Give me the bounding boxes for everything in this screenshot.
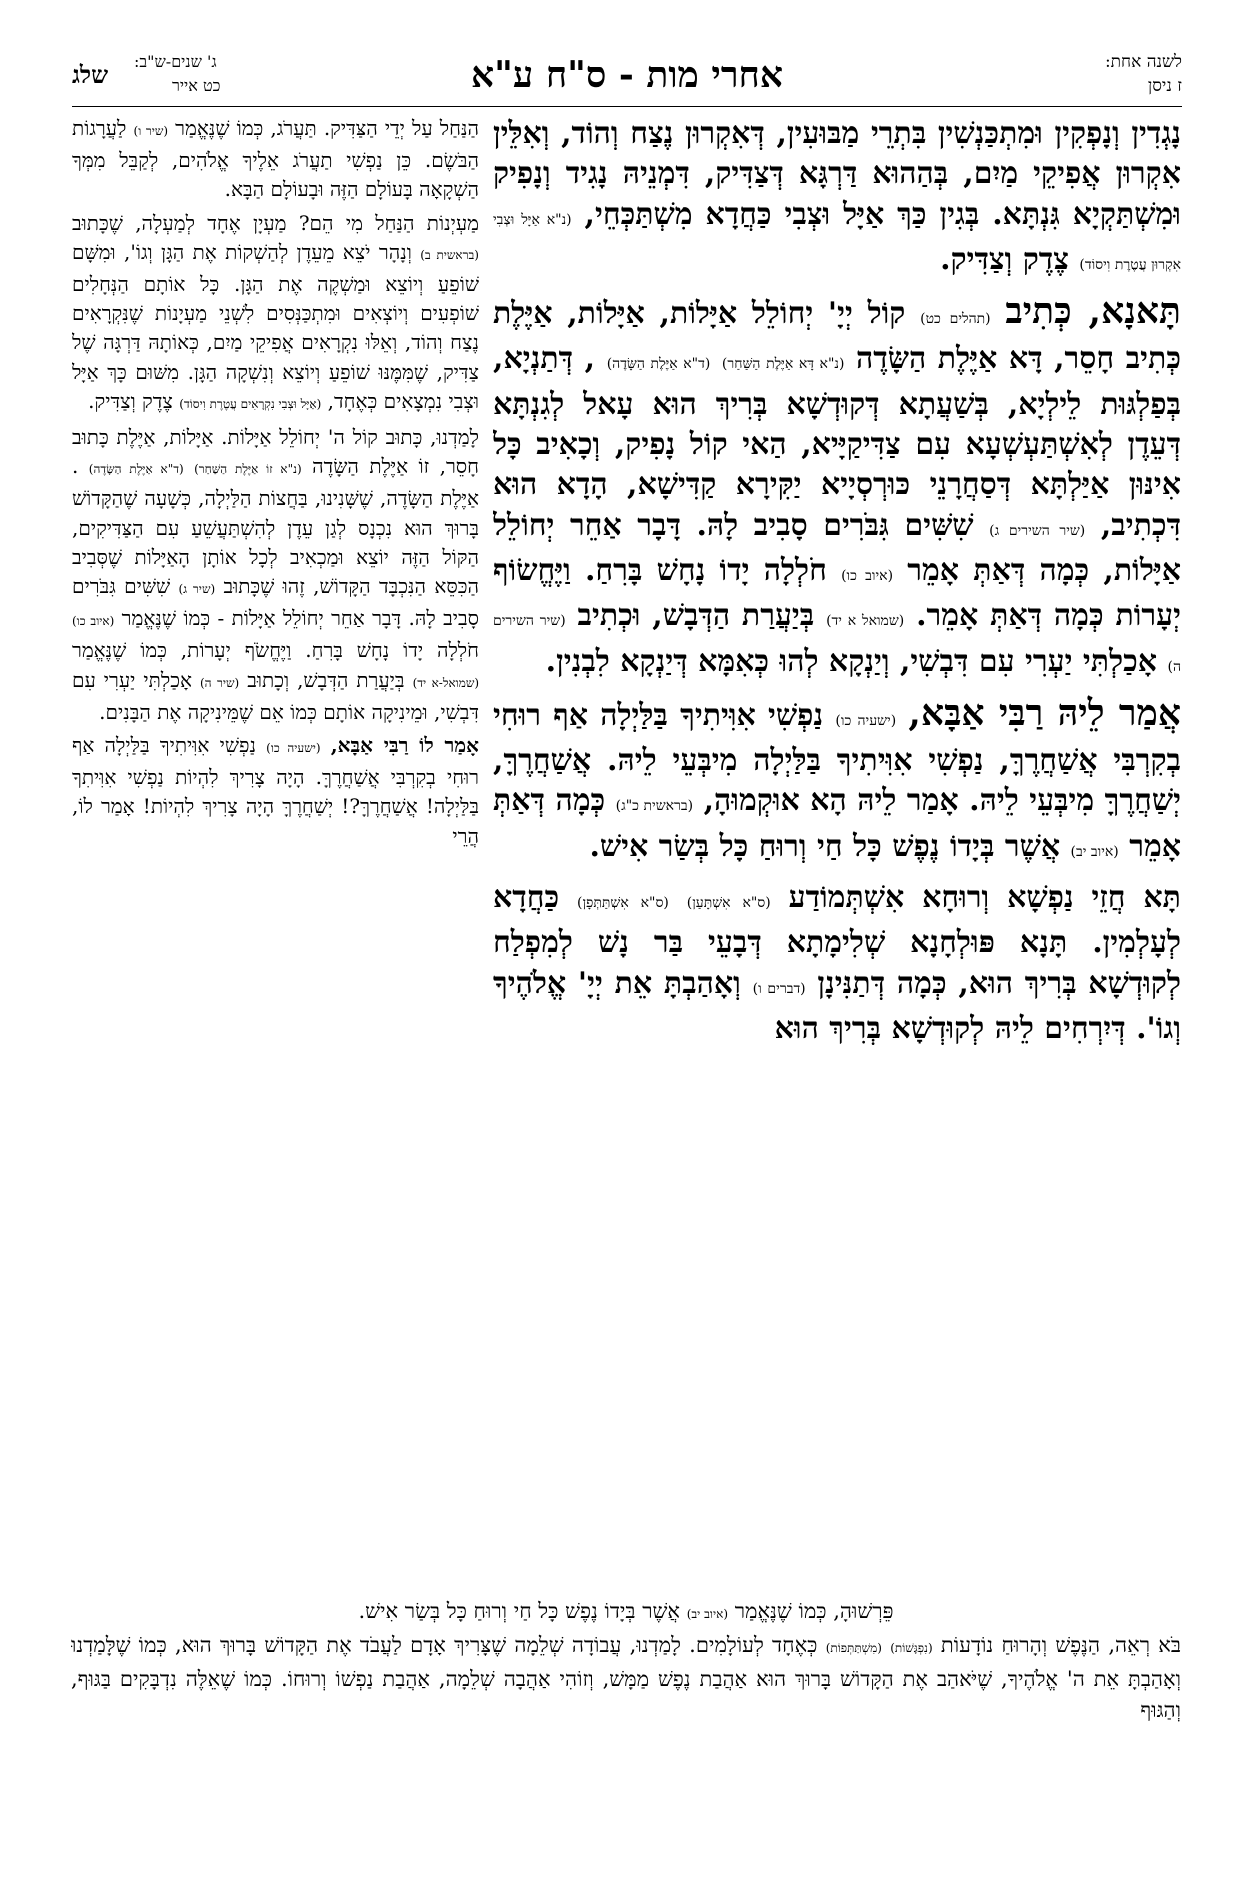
translation-paragraph <box>72 423 479 727</box>
source-reference: (ד"א אַיֶּלֶת הַשָּׂדֶה) <box>88 462 184 477</box>
main-aramaic-column <box>493 114 1181 1594</box>
main-text: נָגְדִין וְנָפְקִין וּמִתְכַּנְשִׁין בִּתְרֵי מַבּוּעִין, דְּאִקְרוּן נֶצַח וְהוֹד, וְאִלֵּין אִקְרוּן אֲפִיקֵי מַיִם, בְּהַהוּא דַּרְגָּא דְּצַדִּיק, דִּמְנֵיהּ נָגִיד וְנָפִיק וּמִשְׁתַּקְיָא גִּנְתָּא. בְּגִין כַּךְ אַיָּל וּצְבִי כַּחֲדָא מִשְׁתַּכְּחֵי, <box>493 116 1181 232</box>
main-text: וְאָהַבְתָּ אֵת יְיָ' אֱלֹהֶיךָ וְגוֹ'. דְּיִרְחִים לֵיהּ לְקוּדְשָׁא בְּרִיךְ הוּא <box>493 965 1181 1046</box>
source-reference: (איוב כו) <box>72 614 115 629</box>
source-reference: (נ"א אַיָּל וּצְבִי אִקְרוּן עֲטֶרֶת וִיסוֹד) <box>493 211 1181 273</box>
translation-text: כְּאֶחָד לְעוֹלָמִים. לָמַדְנוּ, עֲבוֹדָה שְׁלֵמָה שֶׁצָּרִיךְ אָדָם לַעֲבֹד אֶת הַקָּדוֹשׁ בָּרוּךְ הוּא, כְּמוֹ שֶׁלָּמַדְנוּ וְאָהַבְתָּ אֵת ה' אֱלֹהֶיךָ, שֶׁיֹּאהַב אֶת הַקָּדוֹשׁ בָּרוּךְ הוּא אַהֲבַת נֶפֶשׁ מַמָּשׁ, וְזוֹהִי אַהֲבָה שְׁלֵמָה, אַהֲבַת נַפְשׁוֹ וְרוּחוֹ. כְּמוֹ שֶׁאֵלֶּה נִדְבָּקִים בַּגּוּף, וְהַגּוּף <box>71 1633 1181 1722</box>
source-reference: (דברים ו) <box>752 980 806 997</box>
translation-text: . אַיֶּלֶת הַשָּׂדֶה, שֶׁשָּׁנִינוּ, בַּחֲצוֹת הַלַּיְלָה, כְּשָׁעָה שֶׁהַקָּדוֹשׁ בָּרוּךְ הוּא נִכְנָס לְגַן עֵדֶן לְהִשְׁתַּעֲשֵׁעַ עִם הַצַּדִּיקִים, הַקּוֹל הַזֶּה יוֹצֵא וּמַכְאִיב לְכָל אוֹתָן הָאַיָּלוֹת שֶׁסְּבִיב הַכִּסֵּא הַנִּכְבָּד הַקָּדוֹשׁ, זֶהוּ שֶׁכָּתוּב <box>72 454 479 599</box>
source-reference: (שיר השירים ה) <box>493 613 1181 675</box>
main-text: תָּאנָא, כְּתִיב <box>1005 290 1181 333</box>
main-text: כְּמָה דְּאַתְּ אָמֵר <box>493 783 1181 864</box>
source-reference: (שיר ו) <box>133 124 169 138</box>
source-reference: (שיר השירים ג) <box>989 522 1086 539</box>
translation-text: מַעְיְנוֹת הַנַּחַל מִי הֵם? מַעְיָן אֶחָד לְמַעְלָה, שֶׁכָּתוּב <box>72 210 479 235</box>
main-text: קוֹל יְיָ' יְחוֹלֵל אַיָּלוֹת, אַיָּלוֹת, אַיֶּלֶת כְּתִיב חָסֵר, דָּא אַיֶּלֶת הַשָּׂדֶה <box>493 296 1181 377</box>
main-text: חֹלְלָה יָדוֹ נָחָשׁ בָּרִחַ. וַיֶּחֱשׂוֹף יְעָרוֹת כְּמָה דְּאַתְּ אָמֵר. <box>493 552 1181 634</box>
main-text: אָכַלְתִּי יַעְרִי עִם דִּבְשִׁי, וְיַנְקָא לְהוּ כְּאִמָּא דְּיַנְקָא לִבְנִין. <box>545 643 1158 679</box>
source-reference: (שמואל-א יד) <box>412 675 479 690</box>
main-text: תָּא חֲזֵי נַפְשָׁא וְרוּחָא אִשְׁתְּמוֹדַע <box>788 880 1181 916</box>
main-text: צֶדֶק וְצַדִּיק. <box>940 241 1069 277</box>
translation-text: אָכַלְתִּי יַעְרִי עִם דִּבְשִׁי, וּמֵינִיקָה אוֹתָם כְּמוֹ אֵם שֶׁמֵּינִיקָה אֶת הַבָּנִים. <box>72 667 479 724</box>
translation-text: אָמַר לוֹ רַבִּי אַבָּא, <box>330 733 479 758</box>
source-reference: (נִפְגָּשׁוֹת) <box>890 1641 933 1655</box>
translation-text: שִׁשִּׁים גִּבֹּרִים סָבִיב לָהּ. דָּבָר אַחֵר יְחוֹלֵל אַיָּלוֹת - כְּמוֹ שֶׁנֶּאֱמַר <box>72 574 479 631</box>
main-text: , דְּתַנְיָא, בְּפַלְגּוּת לֵילְיָא, בְּשַׁעֲתָא דְּקוּדְשָׁא בְּרִיךְ הוּא עָאל לְגִנְתָּא דְּעֵדֶן לְאִשְׁתַּעְשְׁעָא עִם צַדִּיקַיָּיא, הַאי קוֹל נָפִיק, וְכָאִיב כָּל אִינּוּן אַיַּלְתָּא דְּסַחֲרָנֵי כּוּרְסְיָיא יַקִּירָא קַדִּישָׁא, הָדָא הוּא דִּכְתִיב, <box>493 341 1181 543</box>
header-rule <box>72 106 1182 107</box>
source-reference: (בראשית כ"ג) <box>615 798 694 815</box>
source-reference: (נ"א דָּא אַיֶּלֶת הַשַּׁחַר) <box>721 356 845 373</box>
translation-text: צֶדֶק וְצַדִּיק. <box>88 388 173 413</box>
header-cycle-alt: ג' שנים-ש"ב: <box>134 52 217 71</box>
source-reference: (ישעיה כו) <box>835 712 897 729</box>
main-text: שִׁשִּׁים גִּבֹּרִים סָבִיב לָהּ. דָּבָר אַחֵר יְחוֹלֵל אַיָּלוֹת, כְּמָה דְּאַתְּ אָמֵר <box>493 507 1181 588</box>
page-number: שלג <box>72 60 109 89</box>
translation-text: לַעֲרָגוֹת הַבֹּשֶׂם. כֵּן נַפְשִׁי תַעֲרֹג אֵלֶיךָ אֱלֹהִים, לְקַבֵּל מִמְּךָ הַשְׁקָאָה בָּעוֹלָם הַזֶּה וּבָעוֹלָם הַבָּא. <box>72 116 479 202</box>
translation-text: נַפְשִׁי אִוִּיתִיךָ בַּלַּיְלָה אַף רוּחִי בְקִרְבִּי אֲשַׁחֲרֶךָּ. הָיָה צָרִיךְ לִהְיוֹת נַפְשִׁי אִוִּיתִךָ בַּלַּיְלָה! אֲשַׁחֲרֶךָּ?! יְשַׁחֲרֶךָּ הָיָה צָרִיךְ לִהְיוֹת! אָמַר לוֹ, הֲרֵי <box>72 733 479 848</box>
source-reference: (בראשית ב) <box>420 247 479 262</box>
main-paragraph <box>493 878 1181 1049</box>
header-study-cycle: לשנה אחת: <box>1104 52 1182 72</box>
source-reference: (ס"א אִשְׁתַּתְּפָן) <box>576 895 669 912</box>
translation-paragraph <box>72 114 479 205</box>
main-text: בְּיַעֲרַת הַדְּבָשׁ, וּכְתִיב <box>577 598 815 634</box>
source-reference: (מִשְׁתַּתְּפוֹת) <box>825 1641 882 1655</box>
source-reference: (איוב כו) <box>841 567 894 584</box>
source-reference: (איוב יב) <box>686 1607 729 1621</box>
main-paragraph <box>493 693 1181 872</box>
translation-text: חֹלְלָה יָדוֹ נָחָשׁ בָּרִחַ. וַיֶּחֱשֹׂף יְעָרוֹת, כְּמוֹ שֶׁנֶּאֱמַר <box>72 638 479 663</box>
bottom-translation <box>71 1596 1181 1766</box>
header-date: ז ניסן <box>1147 76 1182 96</box>
translation-text: פֵּרְשׁוּהָ, כְּמוֹ שֶׁנֶּאֱמַר <box>734 1599 894 1623</box>
header-date-alt: כט אייר <box>172 76 221 95</box>
main-text: נַפְשִׁי אִוִּיתִיךָ בַּלַּיְלָה אַף רוּחִי בְקִרְבִּי אֲשַׁחֲרֶךָּ, נַפְשִׁי אִוִּיתִיךָ בַּלַּיְלָה מִיבְּעֵי לֵיהּ. אֲשַׁחֲרֶךָּ, יְשַׁחֲרֶךָּ מִיבְּעֵי לֵיהּ. אָמַר לֵיהּ הָא אוּקְמוּהָ, <box>493 697 1181 819</box>
source-reference: (איוב יב) <box>1070 843 1119 860</box>
translation-paragraph <box>72 731 479 851</box>
source-reference: (ד"א אַיֶּלֶת הַשָּׂדֶה) <box>606 356 711 373</box>
source-reference: (שמואל א יד) <box>826 613 905 630</box>
page-title: אחרי מות - ס"ח ע"א <box>471 54 783 96</box>
bottom-line <box>71 1596 1181 1630</box>
translation-paragraph <box>72 209 479 419</box>
source-reference: (תהלים כט) <box>920 311 991 328</box>
translation-text: בְּיַעֲרַת הַדְּבָשׁ, וְכָתוּב <box>247 667 405 692</box>
translation-text: אֲשֶׁר בְּיָדוֹ נֶפֶשׁ כָּל חַי וְרוּחַ כָּל בְּשַׂר אִישׁ. <box>358 1599 681 1623</box>
source-reference: (נ"א זוֹ אַיֶּלֶת הַשַּׁחַר) <box>194 462 302 477</box>
translation-text: לָמַדְנוּ, כָּתוּב קוֹל ה' יְחוֹלֵל אַיָּלוֹת. אַיָּלוֹת, אַיֶּלֶת כָּתוּב חָסֵר, זוֹ אַיֶּלֶת הַשָּׂדֶה <box>72 425 479 479</box>
main-paragraph <box>493 114 1181 285</box>
translation-text: הַנַּחַל עַל יְדֵי הַצַּדִּיק. תַּעֲרֹג, כְּמוֹ שֶׁנֶּאֱמַר <box>175 116 479 140</box>
source-reference: (שיר ה) <box>199 675 240 690</box>
translation-text: וְנָהָר יֹצֵא מֵעֵדֶן לְהַשְׁקוֹת אֶת הַגָּן וְגוֹ', וּמִשָּׁם שׁוֹפֵעַ וְיוֹצֵא וּמַשְׁקֶה אֶת הַגָּן. כָּל אוֹתָם הַנְּחָלִים שׁוֹפְעִים וְיוֹצְאִים וּמִתְכַּנְּסִים לִשְׁנֵי מַעְיָנוֹת שֶׁנִּקְרָאִים נֶצַח וְהוֹד, וְאֵלּוּ נִקְרָאִים אֲפִיקֵי מַיִם, כְּאוֹתָהּ דַּרְגָּה שֶׁל צַדִּיק, שֶׁמִּמֶּנּוּ שׁוֹפֵעַ וְיוֹצֵא וְנִשְׁקָה הַגָּן. מִשּׁוּם כָּךְ אַיָּל וּצְבִי נִמְצָאִים כְּאֶחָד, <box>72 239 479 413</box>
main-text: אֲשֶׁר בְּיָדוֹ נֶפֶשׁ כָּל חַי וְרוּחַ כָּל בְּשַׂר אִישׁ. <box>589 828 1061 864</box>
source-reference: (שיר ג) <box>178 582 216 597</box>
main-text: אֲמַר לֵיהּ רַבִּי אַבָּא, <box>908 691 1181 734</box>
source-reference: (ישעיה כו) <box>266 741 321 756</box>
main-text: כַּחֲדָא לְעָלְמִין. תָּנָא פּוּלְחָנָא שְׁלִימָתָא דְּבָעֵי בַּר נָשׁ לְמִפְלַח לְקוּדְשָׁא בְּרִיךְ הוּא, כְּמָה דְּתַנִּינָן <box>493 880 1181 1001</box>
main-paragraph <box>493 291 1181 687</box>
translation-text: בֹּא רְאֵה, הַנֶּפֶשׁ וְהָרוּחַ נוֹדָעוֹת <box>940 1633 1181 1657</box>
source-reference: (ס"א אִשְׁתָּעַן) <box>686 895 771 912</box>
translation-column <box>72 114 479 1594</box>
bottom-paragraph <box>71 1630 1181 1726</box>
source-reference: (אַיָּל וּצְבִי נִקְרָאִים עֲטֶרֶת וִיסוֹד) <box>179 396 322 411</box>
